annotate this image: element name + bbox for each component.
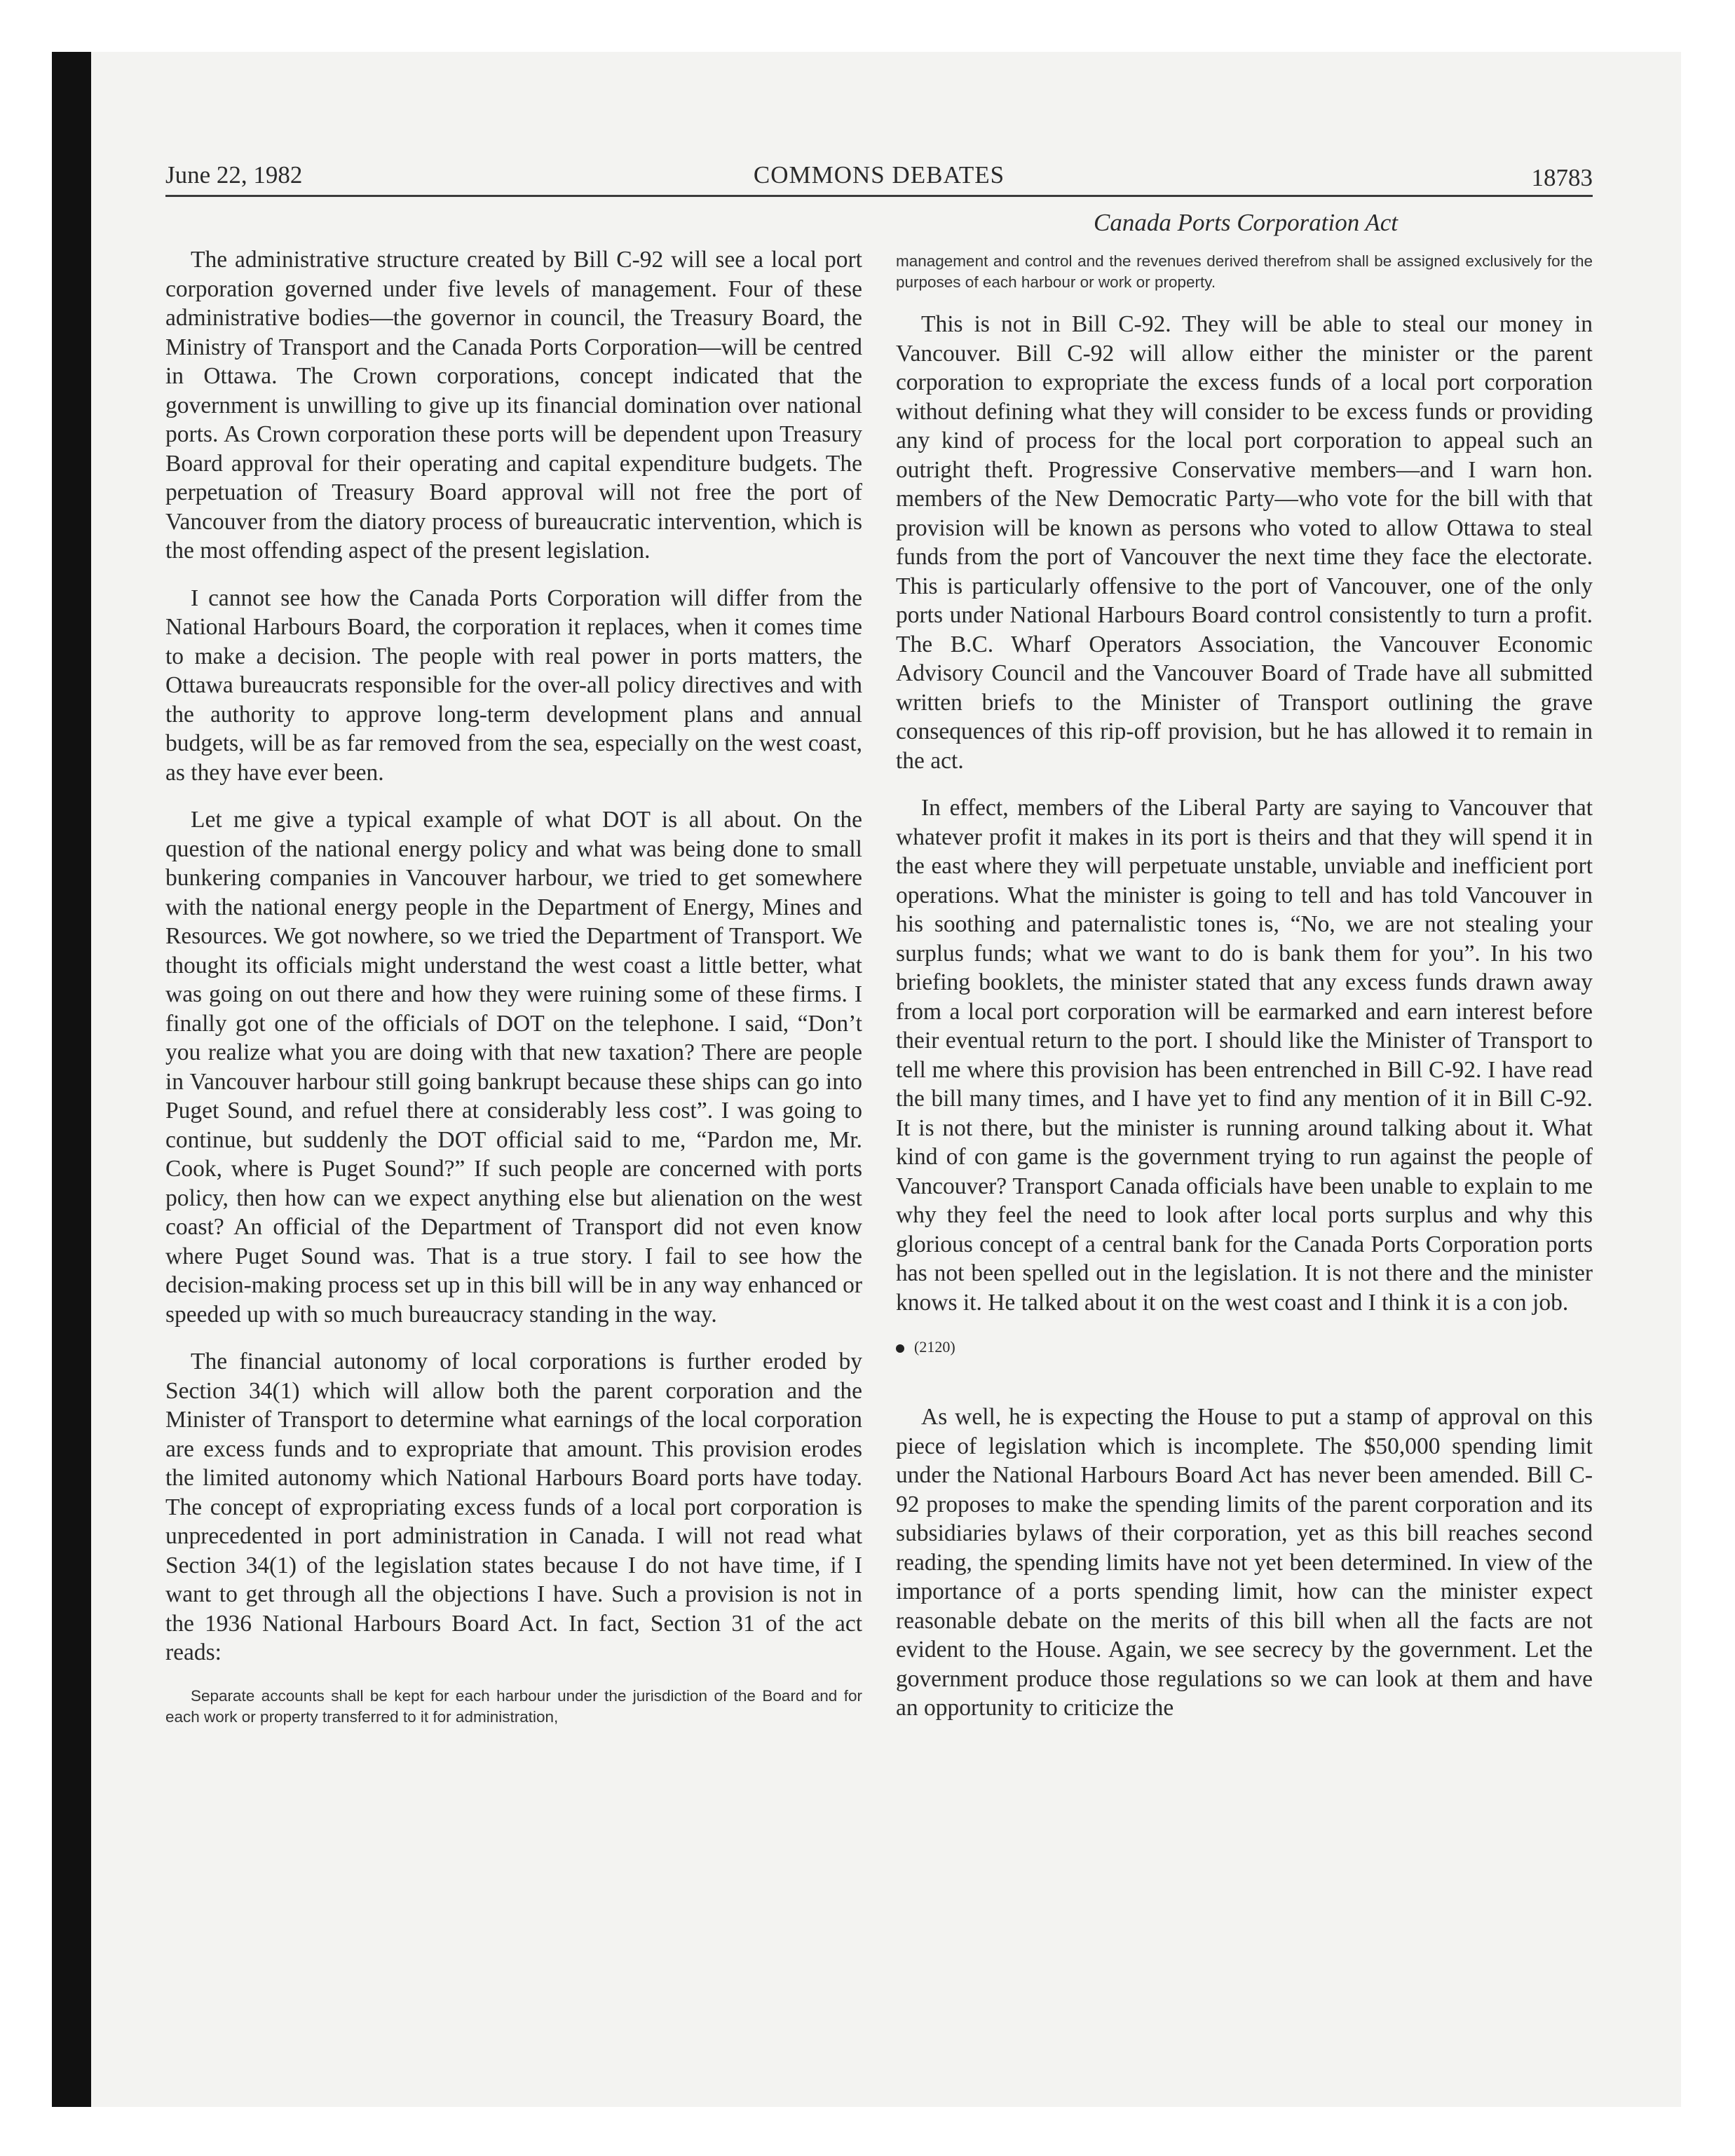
block-quote: Separate accounts shall be kept for each harbour under the jurisdiction of the Board and for each work or property transferred to it for administration, [165,1686,862,1726]
paragraph: The financial autonomy of local corporations is further eroded by Section 34(1) which will allow both the parent corporation and the Minister of Transport to determine what earnings of the local corporation are excess funds and to expropriate that amount. This provision erodes the limited autonomy which National Harbours Board ports have today. The concept of expropriating excess funds of a local port corporation is unprecedented in port administration in Canada. I will not read what Section 34(1) of the legislation states because I do not have time, if I want to get through all the objections I have. Such a provision is not in the 1936 National Harbours Board Act. In fact, Section 31 of the act reads: [165,1349,862,1665]
paragraph: In effect, members of the Liberal Party are saying to Vancouver that whatever profit it makes in its port is theirs and that they will spend it in the east where they will perpetuate unstable, unviable and inefficient port operations. What the minister is going to tell and has told Vancouver in his soothing and paternalistic tones is, “No, we are not stealing your surplus funds; what we want to do is bank them for you”. In his two briefing booklets, the minister stated that any excess funds drawn away from a local port corporation will be earmarked and earn interest before their eventual return to the port. I should like the Minister of Transport to tell me where this provision has been entrenched in Bill C-92. I have read the bill many times, and I have yet to find any mention of it in Bill C-92. It is not there, but the minister is running around talking about it. What kind of con game is the government trying to run against the people of Vancouver? Transport Canada officials have been unable to explain to me why they feel the need to look after local ports surplus and why this glorious concept of a central bank for the Canada Ports Corporation ports has not been spelled out in the legislation. It is not there and the minister knows it. He talked about it on the west coast and I think it is a con job. [896,795,1593,1316]
page-number: 18783 [1531,164,1593,191]
paragraph: As well, he is expecting the House to put a stamp of approval on this piece of legislation which is incomplete. The $50,000 spending limit under the National Harbours Board Act has never been amended. Bill C-92 proposes to make the spending limits of the parent corporation and its subsidiaries bylaws of their corporation, yet as this bill reaches second reading, the spending limits have not yet been determined. In view of the importance of a ports spending limit, how can the minister expect reasonable debate on the merits of this bill when all the facts are not evident to the House. Again, we see secrecy by the government. Let the government produce those regulations so we can look at them and have an opportunity to criticize the [896,1404,1593,1721]
paragraph: The administrative structure created by Bill C-92 will see a local port corporation governed under five levels of management. Four of these administrative bodies—the governor in council, the Treasury Board, the Ministry of Transport and the Canada Ports Corporation—will be centred in Ottawa. The Crown corporations, concept indicated that the government is unwilling to give up its financial domination over national ports. As Crown corporation these ports will be dependent upon Treasury Board approval for their operating and capital expenditure budgets. The perpetuation of Treasury Board approval will not free the port of Vancouver from the diatory process of bureaucratic intervention, which is the most offending aspect of the present legislation. [165,247,862,564]
running-head: Canada Ports Corporation Act [1094,209,1398,236]
bullet-icon [896,1344,904,1353]
time-marker-label: (2120) [914,1338,955,1356]
paragraph: Let me give a typical example of what DOT is all about. On the question of the national energy policy and what was being done to small bunkering companies in Vancouver harbour, we tried to get somewhere with the national energy people in the Department of Energy, Mines and Resources. We got nowhere, so we tried the Department of Transport. We thought its officials might understand the west coast a little better, what was going on out there and how they were ruining some of these firms. I finally got one of the officials of DOT on the telephone. I said, “Don’t you realize what you are doing with that new taxation? There are people in Vancouver harbour still going bankrupt because these ships can go into Puget Sound, and refuel there at considerably less cost”. I was going to continue, but suddenly the DOT official said to me, “Pardon me, Mr. Cook, where is Puget Sound?” If such people are concerned with ports policy, then how can we expect anything else but alienation on the west coast? An official of the Department of Transport did not even know where Puget Sound was. That is a true story. I fail to see how the decision-making process set up in this bill will be in any way enhanced or speeded up with so much bureaucracy standing in the way. [165,807,862,1328]
paragraph: I cannot see how the Canada Ports Corporation will differ from the National Harbours Board, the corporation it replaces, when it comes time to make a decision. The people with real power in ports matters, the Ottawa bureaucrats responsible for the over-all policy directives and with the authority to approve long-term development plans and annual budgets, will be as far removed from the sea, especially on the west coast, as they have ever been. [165,585,862,786]
binding-edge [52,52,91,2107]
time-marker [896,1337,1593,1358]
left-column [165,245,862,1745]
paragraph: This is not in Bill C-92. They will be able to steal our money in Vancouver. Bill C-92 will allow either the minister or the parent corporation to expropriate the excess funds of a local port corporation without defining what they will consider to be excess funds or providing any kind of process for the local port corporation to appeal such an outright theft. Progressive Conservative members—and I warn hon. members of the New Democratic Party—who vote for the bill with that provision will be known as persons who voted to allow Ottawa to steal funds from the port of Vancouver the next time they face the electorate. This is particularly offensive to the port of Vancouver, one of the only ports under National Harbours Board control consistently to turn a profit. The B.C. Wharf Operators Association, the Vancouver Economic Advisory Council and the Vancouver Board of Trade have all submitted written briefs to the Minister of Transport outlining the grave consequences of this rip-off provision, but he has allowed it to remain in the act. [896,311,1593,774]
block-quote-continuation: management and control and the revenues derived therefrom shall be assigned exclusively for the purposes of each harbour or work or property. [896,252,1593,291]
page-header [165,153,1593,197]
right-column [896,251,1593,1741]
header-date: June 22, 1982 [165,161,303,189]
header-title: COMMONS DEBATES [753,161,1005,189]
